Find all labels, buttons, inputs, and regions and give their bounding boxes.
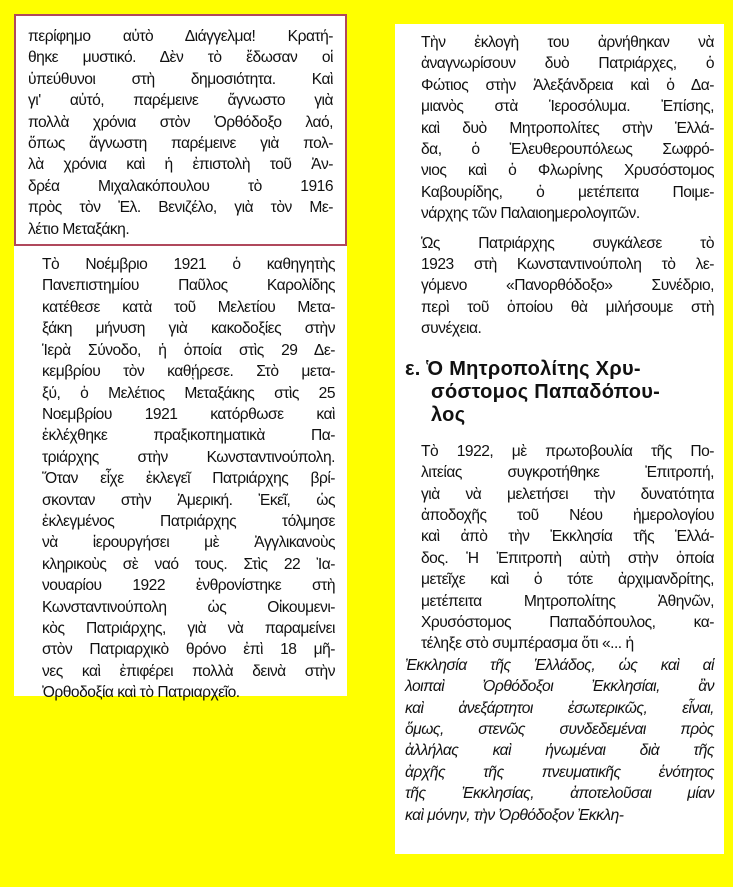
text-line: γιὰ νὰ μελετήσει τὴν δυνατότητα	[421, 485, 714, 503]
text-line: δα, ὁ Ἐλευθερουπόλεως Σωφρό-	[421, 141, 714, 159]
text-line: τριάρχης στὴν Κωνσταντινούπολη.	[42, 448, 335, 466]
text-line: θηκε μυστικό. Δὲν τὸ ἔδωσαν οἱ	[28, 49, 333, 67]
text-line: περὶ τοῦ ὁποίου θὰ μιλήσουμε στὴ	[421, 298, 714, 316]
text-line: Τὸ 1922, μὲ πρωτοβουλία τῆς Πο-	[421, 442, 714, 460]
quoted-text	[405, 655, 714, 826]
text-line: καὶ ἀνεξάρτητοι ἐσωτερικῶς, εἶναι,	[405, 699, 714, 717]
text-line: τῆς Ἐκκλησίας, ἀποτελοῦσαι μίαν	[405, 785, 714, 803]
text-line: νὰ ἱερουργήσει μὲ Ἀγγλικανοὺς	[42, 534, 335, 552]
text-line: Νοεμβρίου 1921 κατόρθωσε καὶ	[42, 405, 335, 423]
text-line: ὅπως ἄγνωστη παρέμεινε γιὰ πολ-	[28, 135, 333, 153]
text-line: καὶ μόνην, τὴν Ὀρθόδοξον Ἐκκλη-	[405, 806, 624, 824]
text-line: Τὴν ἐκλογὴ του ἀρνήθηκαν νὰ	[421, 34, 714, 51]
text-line: Ὀρθοδοξία καὶ τὸ Πατριαρχεῖο.	[42, 684, 240, 702]
text-line: Ἱερὰ Σύνοδο, ἡ ὁποία στὶς 29 Δε-	[42, 341, 335, 359]
text-line: Ἐκκλησία τῆς Ἑλλάδος, ὡς καὶ αἱ	[405, 656, 714, 674]
text-line: νουαρίου 1922 ἐνθρονίστηκε στὴ	[42, 577, 335, 595]
text-line: νιος καὶ ὁ Φλωρίνης Χρυσόστομος	[421, 162, 714, 180]
text-line: Χρυσόστομος Παπαδόπουλος, κα-	[421, 613, 714, 631]
section-heading	[405, 358, 714, 427]
excerpt-paragraph	[28, 26, 333, 240]
text-line: ἀποδοχῆς τοῦ Νέου ἡμερολογίου	[421, 506, 714, 524]
text-line: Ὡς Πατριάρχης συγκάλεσε τὸ	[421, 234, 714, 252]
text-line: περίφημο αὐτὸ Διάγγελμα! Κρατή-	[28, 28, 333, 45]
text-line: νες καὶ ἐπιφέρει πολλὰ δεινὰ στὴν	[42, 662, 335, 680]
text-line: Τὸ Νοέμβριο 1921 ὁ καθηγητὴς	[42, 256, 335, 274]
text-line: μιανὸς στὰ Ἱεροσόλυμα. Ἐπίσης,	[421, 98, 714, 116]
text-line: 1923 στὴ Κωνσταντινούπολη τὸ λε-	[421, 256, 714, 274]
paragraph-gap	[405, 225, 714, 233]
text-line: ξάκη μήνυση γιὰ κακοδοξίες στὴν	[42, 320, 335, 338]
left-column	[14, 14, 347, 702]
text-line: στὸν Πατριαρχικὸ θρόνο ἐπὶ 18 μῆ-	[42, 641, 335, 659]
left-paragraph	[26, 254, 335, 704]
text-line: πρὸς τὸν Ἐλ. Βενιζέλο, γιὰ τὸν Με-	[28, 199, 333, 217]
text-line: γόμενο «Πανορθόδοξο» Συνέδριο,	[421, 277, 714, 295]
text-line: μετεῖχε καὶ ὁ τότε ἀρχιμανδρίτης,	[421, 571, 714, 589]
text-line: κὸς Πατριάρχης, γιὰ νὰ παραμείνει	[42, 619, 335, 637]
text-line: καὶ δυὸ Μητροπολίτες στὴν Ἑλλά-	[421, 119, 714, 137]
text-line: κεμβρίου τὸν καθῄρεσε. Στὸ μετα-	[42, 363, 335, 381]
text-line: Κωνσταντινούπολη ὡς Οἰκουμενι-	[42, 598, 335, 616]
text-line: ἀναγνωρίσουν δυὸ Πατριάρχες, ὁ	[421, 55, 714, 73]
text-line: μετέπειτα Μητροπολίτης Ἀθηνῶν,	[421, 592, 714, 610]
text-line: τέληξε στὸ συμπέρασμα ὅτι «... ἡ	[421, 635, 634, 653]
text-line: λὰ χρόνια καὶ ἡ ἐπιστολὴ τοῦ Ἀν-	[28, 156, 333, 174]
text-line: ἀλλήλας καὶ ἡνωμέναι διὰ τῆς	[405, 742, 714, 760]
right-column	[395, 24, 724, 854]
text-line: Φώτιος στὴν Ἀλεξάνδρεια καὶ ὁ Δα-	[421, 76, 714, 94]
text-line: ξύ, ὁ Μελέτιος Μεταξάκης στὶς 25	[42, 384, 335, 402]
heading-line: λος	[431, 403, 466, 426]
heading-line: σόστομος Παπαδόπου-	[431, 380, 661, 403]
text-line: ὅμως, στενῶς συνδεδεμέναι πρὸς	[405, 720, 714, 738]
text-line: συνέχεια.	[421, 320, 482, 338]
text-line: καὶ ἀπὸ τὴν Ἐκκλησία τῆς Ἑλλά-	[421, 528, 714, 546]
text-line: δος. Ἡ Ἐπιτροπὴ αὐτὴ στὴν ὁποία	[421, 549, 714, 567]
boxed-excerpt	[14, 14, 347, 246]
text-line: λέτιο Μεταξάκη.	[28, 220, 130, 238]
text-line: πολλὰ χρόνια στὸν Ὀρθόδοξο λαό,	[28, 113, 333, 131]
text-line: Ὅταν εἶχε ἐκλεγεῖ Πατριάρχης βρί-	[42, 470, 335, 488]
right-paragraph-2	[405, 233, 714, 340]
text-line: γι' αὐτό, παρέμεινε ἄγνωστο γιὰ	[28, 92, 333, 110]
text-line: ὑπεύθυνοι στὴ δημοσιότητα. Καὶ	[28, 70, 333, 88]
right-paragraph-3	[405, 441, 714, 655]
text-line: ἐκλέχθηκε πραξικοπηματικὰ Πα-	[42, 427, 335, 445]
text-line: Πανεπιστημίου Παῦλος Καρολίδης	[42, 277, 335, 295]
text-line: σκονταν στὴν Ἀμερική. Ἐκεῖ, ὡς	[42, 491, 335, 509]
text-line: νάρχης τῶν Παλαιοημερολογιτῶν.	[421, 205, 640, 223]
text-line: ἀρχῆς τῆς πνευματικῆς ἑνότητος	[405, 763, 714, 781]
text-line: ἐκλεγμένος Πατριάρχης τόλμησε	[42, 512, 335, 530]
text-line: λιτείας συγκροτήθηκε Ἐπιτροπή,	[421, 464, 714, 482]
text-line: Καβουρίδης, ὁ μετέπειτα Ποιμε-	[421, 183, 714, 201]
text-line: δρέα Μιχαλακόπουλου τὸ 1916	[28, 177, 333, 195]
heading-line: ε. Ὁ Μητροπολίτης Χρυ-	[405, 357, 641, 380]
text-line: κατέθεσε κατὰ τοῦ Μελετίου Μετα-	[42, 298, 335, 316]
text-line: λοιπαὶ Ὀρθόδοξοι Ἐκκλησίαι, ἂν	[405, 678, 714, 696]
right-paragraph-1	[405, 32, 714, 225]
text-line: κληρικοὺς σὲ ναό τους. Στὶς 22 Ἰα-	[42, 555, 335, 573]
